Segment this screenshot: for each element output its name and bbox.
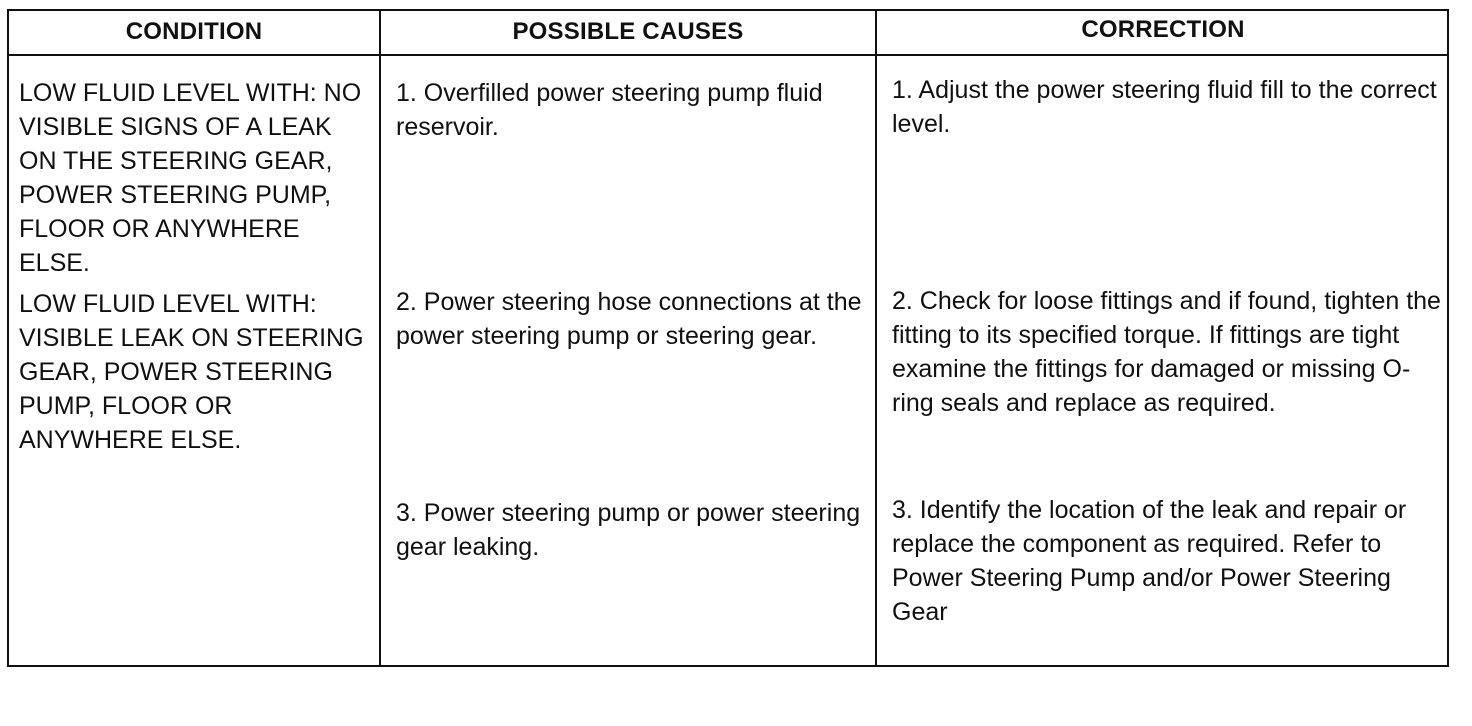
header-possible-causes: POSSIBLE CAUSES	[512, 18, 744, 45]
row-1-condition: LOW FLUID LEVEL WITH: NO VISIBLE SIGNS OF A LEAK ON THE STEERING GEAR, POWER STEERING PUMP, FLOOR OR ANYWHERE ELSE.	[19, 79, 362, 277]
row-2-correction: 2. Check for loose fittings and if found, tighten the fitting to its specified torque. If fittings are tight examine the fittings for damaged or missing O-ring seals and replace as required.	[892, 287, 1441, 417]
row-1-cause: 1. Overfilled power steering pump fluid reservoir.	[396, 79, 823, 141]
header-condition: CONDITION	[125, 18, 263, 45]
column-divider-condition	[379, 11, 381, 665]
row-2-cause: 2. Power steering hose connections at the power steering pump or steering gear.	[396, 288, 862, 350]
row-2-condition: LOW FLUID LEVEL WITH: VISIBLE LEAK ON STEERING GEAR, POWER STEERING PUMP, FLOOR OR ANYWHERE ELSE.	[19, 290, 364, 454]
column-divider-causes	[875, 11, 877, 665]
row-3-correction: 3. Identify the location of the leak and repair or replace the component as required. Refer to Power Steering Pump and/or Power Steering Gear	[892, 496, 1407, 626]
header-divider	[9, 54, 1447, 56]
header-correction: CORRECTION	[1081, 16, 1245, 43]
row-1-correction: 1. Adjust the power steering fluid fill to the correct level.	[892, 76, 1437, 138]
row-3-cause: 3. Power steering pump or power steering gear leaking.	[396, 499, 861, 561]
diagnosis-table	[7, 9, 1449, 667]
